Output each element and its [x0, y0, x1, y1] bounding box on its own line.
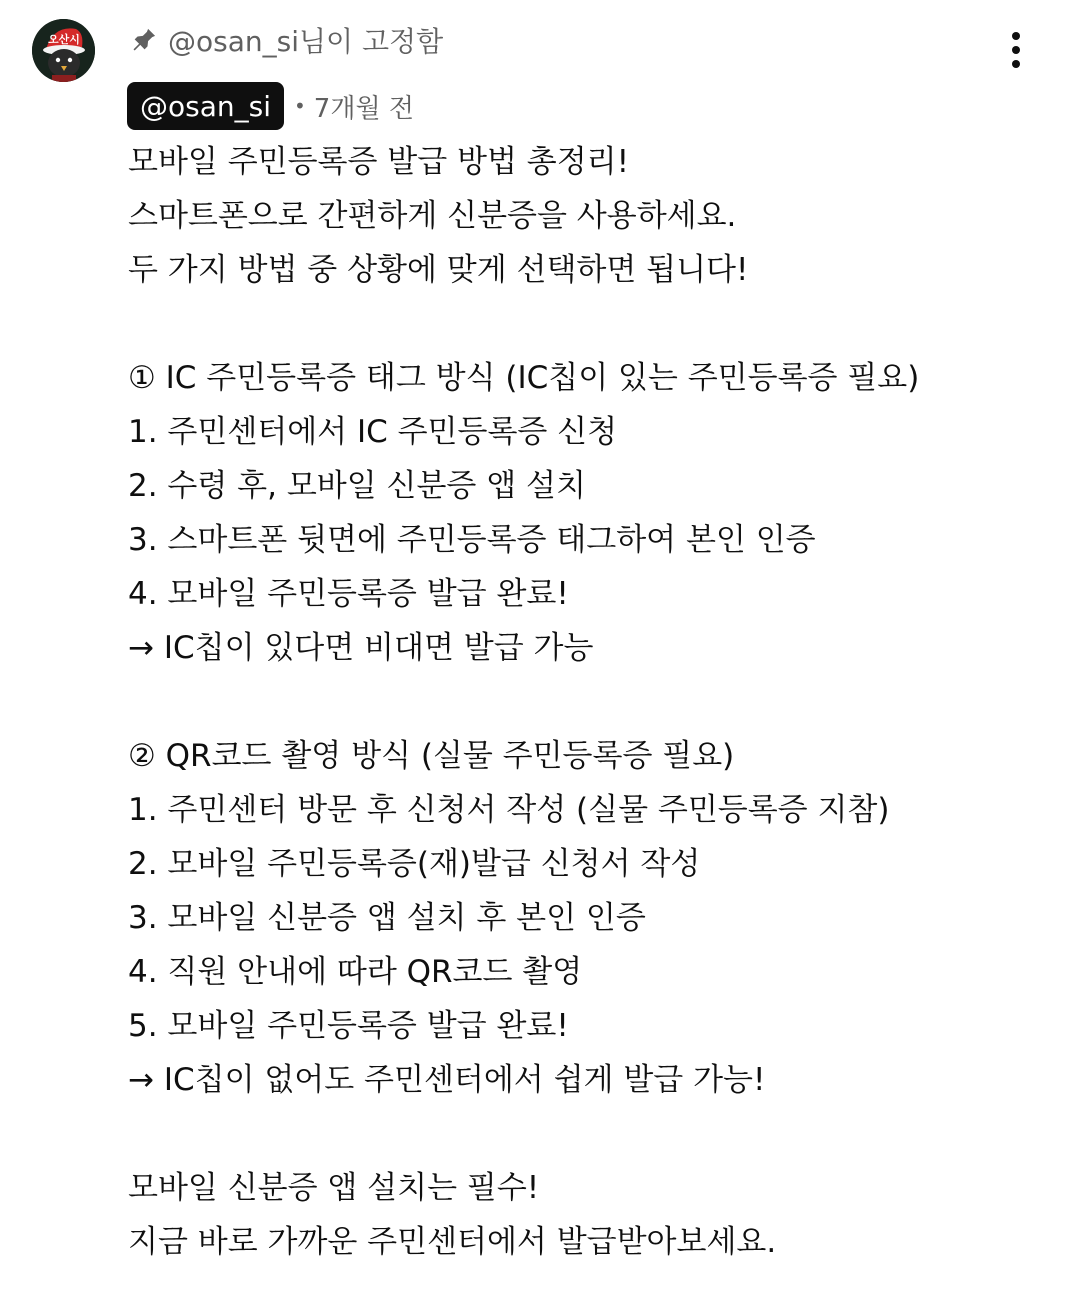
menu-dot [1012, 60, 1020, 68]
comment-line: 1. 주민센터 방문 후 신청서 작성 (실물 주민등록증 지참) [128, 792, 890, 828]
comment-line: 지금 바로 가까운 주민센터에서 발급받아보세요. [128, 1224, 777, 1260]
comment-line: 2. 수령 후, 모바일 신분증 앱 설치 [128, 468, 586, 504]
comment-body [128, 135, 1048, 1269]
comment-header [127, 82, 414, 130]
comment-line: → IC칩이 있다면 비대면 발급 가능 [128, 630, 594, 666]
pinned-label: @osan_si님이 고정함 [168, 25, 444, 58]
comment-line: ② QR코드 촬영 방식 (실물 주민등록증 필요) [128, 738, 735, 774]
comment-line: 3. 모바일 신분증 앱 설치 후 본인 인증 [128, 900, 646, 936]
comment-line: 5. 모바일 주민등록증 발급 완료! [128, 1008, 569, 1044]
comment-line: 4. 모바일 주민등록증 발급 완료! [128, 576, 569, 612]
avatar-logo-text: 오산시 [48, 33, 80, 46]
comment-line: ① IC 주민등록증 태그 방식 (IC칩이 있는 주민등록증 필요) [128, 360, 920, 396]
comment-line: 모바일 주민등록증 발급 방법 총정리! [128, 144, 630, 180]
comment-line: 2. 모바일 주민등록증(재)발급 신청서 작성 [128, 846, 701, 882]
comment-blank-line [128, 297, 1048, 351]
menu-dot [1012, 32, 1020, 40]
pinned-indicator [130, 18, 443, 62]
menu-dot [1012, 46, 1020, 54]
comment-line: 1. 주민센터에서 IC 주민등록증 신청 [128, 414, 618, 450]
comment-blank-line [128, 675, 1048, 729]
comment-blank-line [128, 1107, 1048, 1161]
pin-icon [130, 26, 158, 54]
comment-line: 스마트폰으로 간편하게 신분증을 사용하세요. [128, 198, 737, 234]
avatar-mascot-icon [32, 19, 95, 82]
comment-meta [294, 88, 414, 125]
comment-line: 3. 스마트폰 뒷면에 주민등록증 태그하여 본인 인증 [128, 522, 816, 558]
comment-line: 모바일 신분증 앱 설치는 필수! [128, 1170, 540, 1206]
author-name-chip[interactable]: @osan_si [127, 82, 284, 130]
comment-timestamp[interactable]: 7개월 전 [313, 93, 414, 124]
comment-line: 4. 직원 안내에 따라 QR코드 촬영 [128, 954, 583, 990]
avatar[interactable] [32, 19, 95, 82]
more-vertical-icon[interactable] [996, 26, 1036, 74]
comment-line: 두 가지 방법 중 상황에 맞게 선택하면 됩니다! [128, 252, 749, 288]
comment-line: → IC칩이 없어도 주민센터에서 쉽게 발급 가능! [128, 1062, 766, 1098]
meta-separator: • [294, 94, 306, 118]
